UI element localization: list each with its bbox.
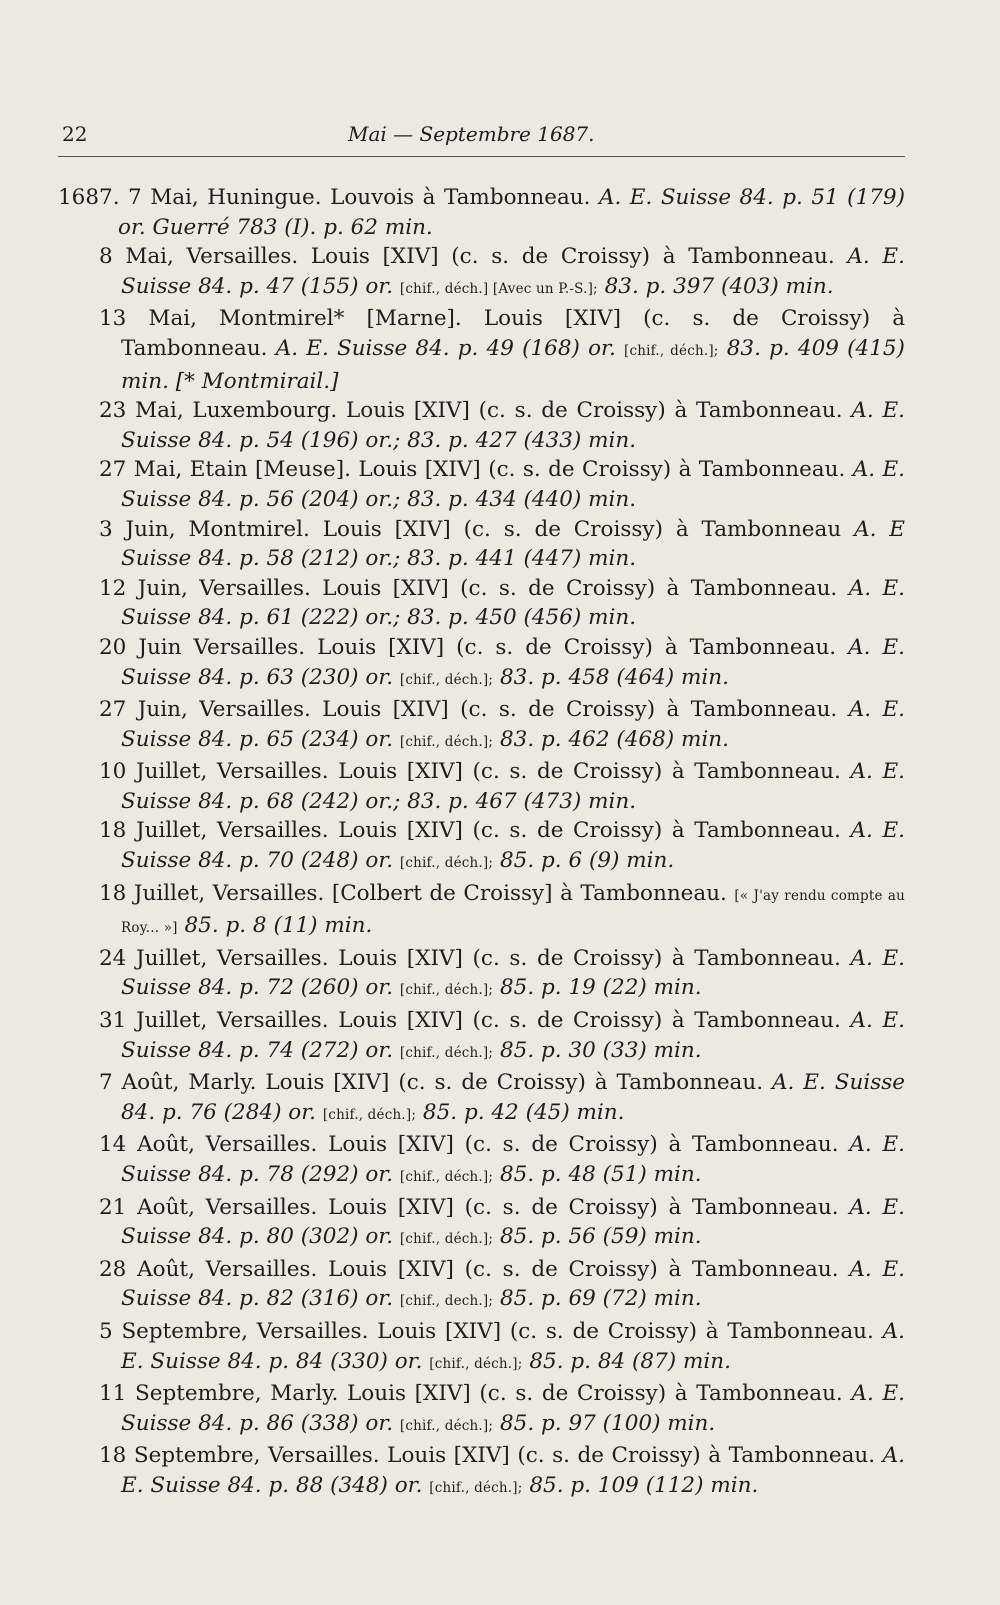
calendar-entry [58, 1441, 905, 1503]
entry-date: 1687. 7 Mai, Huningue. [58, 185, 322, 210]
entry-text: Louis [XIV] (c. s. de Croissy) à Tambonneau. [328, 1194, 839, 1220]
entry-reference: A. E. Suisse 84. p. 61 (222) or.; 83. p. 450 (456) min. [121, 575, 905, 631]
entry-reference: A. E. Suisse 84. p. 47 (155) or. [121, 244, 905, 299]
entry-text: Louis [XIV] (c. s. de Croissy) à Tambonneau. [387, 1443, 876, 1469]
calendar-entry [58, 1317, 905, 1379]
entry-date: 28 Août, Versailles. [99, 1256, 318, 1282]
entry-reference-2: 85. p. 109 (112) min. [529, 1472, 759, 1498]
entry-reference: A. E. Suisse 84. p. 74 (272) or. [121, 1008, 905, 1063]
entry-date: 18 Juillet, Versailles. [99, 818, 329, 844]
entry-text: Louis [XIV] (c. s. de Croissy) à Tambonneau. [322, 575, 838, 601]
running-title: Mai — Septembre 1687. [348, 122, 595, 146]
entry-date: 18 Septembre, Versailles. [99, 1443, 380, 1469]
entry-reference: A. E. Suisse 84. p. 76 (284) or. [121, 1070, 905, 1125]
entry-note: [chif., déch.]; [429, 1479, 523, 1496]
entry-date: 7 Août, Marly. [99, 1070, 257, 1096]
calendar-entry [58, 1130, 905, 1192]
entry-reference-2: 85. p. 97 (100) min. [500, 1410, 716, 1436]
entry-text: Louis [XIV] (c. s. de Croissy) à Tambonneau. [377, 1318, 874, 1344]
calendar-entry [58, 879, 905, 944]
entry-note: [chif., déch.]; [399, 982, 494, 999]
calendar-entry [58, 1006, 905, 1068]
entry-list [58, 183, 905, 1504]
entry-date: 18 Juillet, Versailles. [99, 880, 325, 906]
entry-reference: A. E. Suisse 84. p. 68 (242) or.; 83. p. 467 (473) min. [121, 759, 905, 814]
entry-reference: A. E. Suisse 84. p. 49 (168) or. [275, 335, 616, 361]
entry-reference-2: 85. p. 42 (45) min. [422, 1099, 625, 1125]
entry-reference: A. E. Suisse 84. p. 56 (204) or.; 83. p. 434 (440) min. [121, 457, 905, 512]
entry-reference-2: 85. p. 84 (87) min. [529, 1348, 731, 1374]
entry-text: Louis [XIV] (c. s. de Croissy) à Tambonneau. [347, 1381, 843, 1407]
entry-reference: A. E. Suisse 84. p. 70 (248) or. [121, 818, 905, 874]
entry-text: Louis [XIV] (c. s. de Croissy) à Tambonneau [322, 516, 842, 542]
calendar-entry [58, 574, 905, 633]
entry-reference: A. E. Suisse 84. p. 86 (338) or. [121, 1381, 905, 1436]
entry-text: Louis [XIV] (c. s. de Croissy) à Tambonneau. [322, 697, 838, 723]
entry-text: Louis [XIV] (c. s. de Croissy) à Tambonneau. [328, 1132, 839, 1158]
entry-reference: A. E Suisse 84. p. 58 (212) or.; 83. p. 441 (447) min. [121, 516, 905, 572]
entry-note: [chif., déch.]; [322, 1106, 417, 1123]
entry-note: [chif., déch.]; [399, 1231, 494, 1248]
calendar-entry [58, 455, 905, 514]
entry-date: 10 Juillet, Versailles. [99, 759, 329, 785]
entry-text: Louis [XIV] (c. s. de Croissy) à Tambonneau. [338, 818, 841, 844]
entry-reference-2: 83. p. 397 (403) min. [604, 273, 834, 299]
page-number: 22 [62, 122, 88, 146]
entry-date: 23 Mai, Luxembourg. [99, 398, 338, 424]
entry-reference: A. E. Suisse 84. p. 84 (330) or. [121, 1318, 905, 1374]
entry-date: 24 Juillet, Versailles. [99, 945, 329, 971]
entry-text: Louis [XIV] (c. s. de Croissy) à Tambonneau. [338, 759, 841, 785]
entry-reference: A. E. Suisse 84. p. 72 (260) or. [121, 945, 905, 1001]
entry-text: Louis [XIV] (c. s. de Croissy) à Tambonneau. [346, 398, 843, 424]
entry-reference: A. E. Suisse 84. p. 88 (348) or. [121, 1443, 906, 1498]
entry-date: 13 Mai, Montmirel* [Marne]. [99, 306, 462, 332]
entry-text: Louis [XIV] (c. s. de Croissy) à Tambonneau. [328, 1256, 839, 1282]
entry-reference: A. E. Suisse 84. p. 65 (234) or. [121, 697, 905, 752]
entry-reference-2: 85. p. 19 (22) min. [500, 975, 702, 1001]
entry-reference-2: 85. p. 30 (33) min. [500, 1037, 702, 1063]
entry-note: [« J'ay rendu compte au Roy... »] [121, 887, 905, 937]
calendar-entry [58, 816, 905, 878]
calendar-entry [58, 304, 905, 396]
calendar-entry [58, 396, 905, 455]
entry-reference-2: 83. p. 462 (468) min. [500, 726, 729, 752]
entry-date: 31 Juillet, Versailles. [99, 1008, 329, 1034]
running-head [58, 118, 905, 157]
entry-reference-2: 85. p. 69 (72) min. [500, 1286, 702, 1312]
entry-date: 27 Mai, Etain [Meuse]. [99, 457, 351, 483]
entry-note: [chif., déch.] [Avec un P.-S.]; [399, 280, 598, 297]
entry-reference-2: 85. p. 48 (51) min. [500, 1162, 702, 1187]
entry-reference: A. E. Suisse 84. p. 54 (196) or.; 83. p. 427 (433) min. [121, 398, 906, 453]
calendar-entry [58, 757, 905, 816]
entry-note: [chif., déch.]; [399, 1417, 494, 1434]
calendar-entry [58, 1379, 905, 1441]
entry-note: [chif., déch.]; [399, 1169, 494, 1185]
calendar-entry [58, 1255, 905, 1317]
entry-reference-2: 83. p. 458 (464) min. [500, 664, 729, 690]
calendar-entry [58, 183, 905, 242]
entry-text: Louis [XIV] (c. s. de Croissy) à Tambonneau. [121, 306, 906, 361]
entry-text: Louis [XIV] (c. s. de Croissy) à Tambonneau. [310, 244, 835, 270]
entry-date: 12 Juin, Versailles. [99, 575, 311, 601]
entry-reference-2: 85. p. 6 (9) min. [500, 848, 675, 874]
entry-note: [chif., déch.]; [399, 855, 494, 872]
entry-note: [chif., déch.]; [399, 1044, 494, 1061]
calendar-entry [58, 515, 905, 574]
calendar-entry [58, 633, 905, 695]
entry-text: [Colbert de Croissy] à Tambonneau. [331, 880, 727, 906]
entry-text: Louis [XIV] (c. s. de Croissy) à Tambonneau. [358, 457, 846, 483]
entry-text: Louvois à Tambonneau. [330, 185, 591, 210]
entry-date: 27 Juin, Versailles. [99, 697, 311, 723]
entry-reference-2: 85. p. 8 (11) min. [184, 913, 373, 939]
entry-text: Louis [XIV] (c. s. de Croissy) à Tambonneau. [338, 945, 841, 971]
entry-text: Louis [XIV] (c. s. de Croissy) à Tambonneau. [317, 634, 837, 660]
entry-reference-2: 83. p. 409 (415) min. [* Montmirail.] [121, 335, 905, 394]
calendar-entry [58, 944, 905, 1006]
calendar-entry [58, 1068, 905, 1130]
entry-reference-2: 85. p. 56 (59) min. [500, 1224, 702, 1250]
entry-date: 3 Juin, Montmirel. [99, 516, 310, 542]
calendar-entry [58, 695, 905, 757]
entry-reference: A. E. Suisse 84. p. 63 (230) or. [121, 634, 905, 690]
entry-reference: A. E. Suisse 84. p. 51 (179) or. Guerré 783 (I). p. 62 min. [118, 185, 905, 240]
entry-note: [chif., déch.]; [399, 671, 494, 688]
entry-date: 11 Septembre, Marly. [99, 1381, 339, 1407]
calendar-entry [58, 242, 905, 304]
entry-note: [chif., dech.]; [399, 1293, 494, 1310]
calendar-entry [58, 1193, 905, 1255]
entry-note: [chif., déch.]; [399, 733, 494, 750]
entry-note: [chif., déch.]; [429, 1355, 523, 1372]
entry-reference: A. E. Suisse 84. p. 80 (302) or. [121, 1194, 905, 1250]
entry-date: 5 Septembre, Versailles. [99, 1318, 369, 1344]
entry-reference: A. E. Suisse 84. p. 82 (316) or. [121, 1256, 905, 1312]
entry-date: 14 Août, Versailles. [99, 1132, 318, 1158]
entry-note: [chif., déch.]; [623, 342, 719, 359]
entry-text: Louis [XIV] (c. s. de Croissy) à Tambonneau. [265, 1070, 764, 1096]
entry-reference: A. E. Suisse 84. p. 78 (292) or. [121, 1132, 905, 1187]
entry-date: 8 Mai, Versailles. [99, 244, 299, 270]
entry-text: Louis [XIV] (c. s. de Croissy) à Tambonneau. [338, 1008, 841, 1034]
entry-date: 21 Août, Versailles. [99, 1194, 318, 1220]
entry-date: 20 Juin Versailles. [99, 634, 306, 660]
